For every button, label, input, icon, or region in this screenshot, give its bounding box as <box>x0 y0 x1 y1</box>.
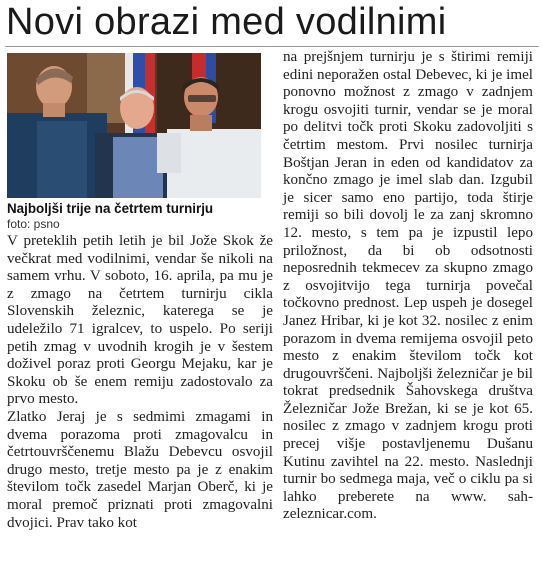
article-column-left <box>7 233 273 532</box>
photo-three-men-illustration <box>7 53 261 198</box>
headline-divider <box>5 46 539 47</box>
photo-caption: Najboljši trije na četrtem turnirju <box>7 201 214 216</box>
article-headline: Novi obrazi med vodilnimi <box>6 1 447 43</box>
article-paragraph: Zlatko Jeraj je s sedmimi zmagami in dvema porazoma proti zmagovalcu in četrtouvrščenemu Blažu Debevcu osvojil drugo mesto, tretje mesto pa je z enakim številom točk zasedel Marjan Oberč, ki je moral premoč priznati proti zmagovalni dvojici. Prav tako kot <box>7 408 273 531</box>
article-paragraph: na prejšnjem turnirju je s štirimi remiji edini neporažen ostal Debevec, ki je imel ponovno možnost z zmago v zadnjem krogu osvojiti turnir, vendar se je moral po delitvi točk proti Skoku zadovoljiti s četrtim mestom. Prvi nosilec turnirja Boštjan Jeran in eden od kandidatov za končno zmago je imel slab dan. Izgubil je sicer samo eno partijo, toda štirje remiji so bili dovolj le za zanj skromno 12. mesto, s tem pa je izpustil lepo priložnost, da bi ob odsotnosti neposrednih tekmecev za skupno zmago z osvojitvijo tega turnirja povečal točkovno prednost. Lep uspeh je dosegel Janez Hribar, ki je kot 32. nosilec z enim porazom in dvema remijema osvojil peto mesto z enakim številom točk kot drugouvrščeni. Najboljši železničar je bil tokrat predsednik Šahovskega društva Železničar Jože Brežan, ki se je kot 65. nosilec z zmago v zadnjem krogu proti precej višje postavljenemu Dušanu Kutinu zavihtel na 22. mesto. Naslednji turnir bo sedmega maja, več o ciklu pa si lahko preberete na www. sah-zeleznicar.com. <box>283 49 533 523</box>
article-photo <box>7 53 261 198</box>
article-column-right <box>283 49 533 524</box>
article-paragraph: V preteklih petih letih je bil Jože Skok že večkrat med vodilnimi, vendar še nikoli na samem vrhu. V soboto, 16. aprila, pa mu je z zmago na četrtem turnirju cikla Slovenskih železnic, katerega se je udeležilo 71 igralcev, to uspelo. Po seriji petih zmag v uvodnih krogih je v šestem doživel poraz proti Georgu Mejaku, kar je Skoku ob še enem remiju zadostovalo za prvo mesto. <box>7 233 273 408</box>
photo-credit: foto: psno <box>7 217 60 231</box>
